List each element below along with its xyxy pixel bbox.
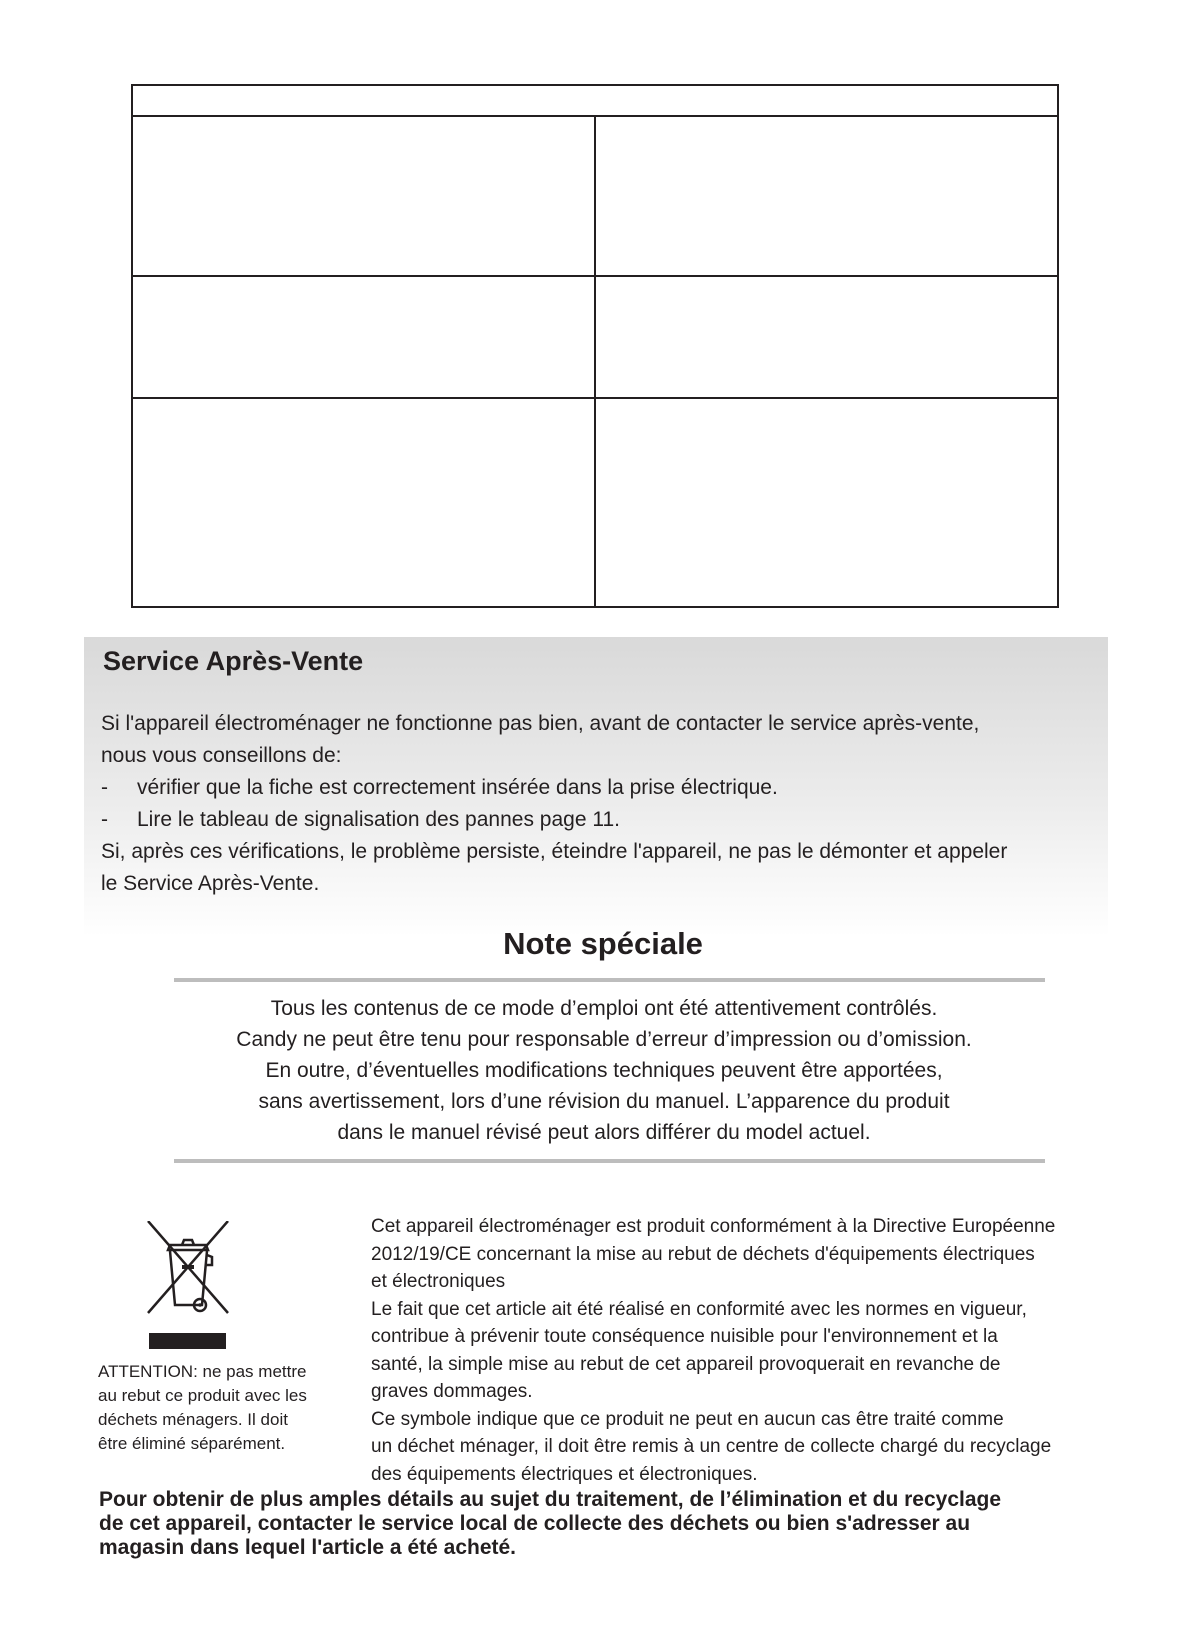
weee-line: un déchet ménager, il doit être remis à un centre de collecte chargé du recyclage xyxy=(371,1436,1052,1457)
table-cell xyxy=(595,398,1058,607)
table-cell xyxy=(132,398,595,607)
dash-bullet: - xyxy=(101,776,108,799)
table-row xyxy=(132,398,1058,607)
weee-line: des équipements électriques et électroniques. xyxy=(371,1463,758,1485)
table-cell xyxy=(595,276,1058,398)
list-item xyxy=(101,772,1111,804)
table-row xyxy=(132,116,1058,276)
recycling-info-line: magasin dans lequel l'article a été acheté. xyxy=(99,1536,517,1559)
table-cell xyxy=(595,116,1058,276)
table-row xyxy=(132,276,1058,398)
service-intro-line: Si l'appareil électroménager ne fonctionne pas bien, avant de contacter le service après-vente, xyxy=(101,712,980,735)
service-body xyxy=(101,708,1111,900)
note-line: sans avertissement, lors d’une révision du manuel. L’apparence du produit xyxy=(258,1090,950,1113)
table-cell xyxy=(132,276,595,398)
weee-line: contribue à prévenir toute conséquence nuisible pour l'environnement et la xyxy=(371,1326,998,1347)
recycling-info-line: Pour obtenir de plus amples détails au sujet du traitement, de l’élimination et du recyclage xyxy=(99,1488,1002,1511)
list-item-text: vérifier que la fiche est correctement insérée dans la prise électrique. xyxy=(137,776,778,799)
weee-line: graves dommages. xyxy=(371,1381,533,1402)
recycling-info-line: de cet appareil, contacter le service local de collecte des déchets ou bien s'adresser au xyxy=(99,1512,971,1535)
troubleshooting-table xyxy=(131,84,1059,608)
weee-description xyxy=(371,1213,1131,1488)
service-outro-line: Si, après ces vérifications, le problème persiste, éteindre l'appareil, ne pas le démonter et appeler xyxy=(101,840,1008,863)
weee-caption xyxy=(98,1360,348,1456)
table-header-cell xyxy=(132,85,1058,116)
weee-line: santé, la simple mise au rebut de cet appareil provoquerait en revanche de xyxy=(371,1353,1001,1375)
recycling-info-paragraph xyxy=(99,1488,1139,1560)
weee-line: Le fait que cet article ait été réalisé en conformité avec les normes en vigueur, xyxy=(371,1298,1027,1320)
service-outro-line: le Service Après-Vente. xyxy=(101,872,320,895)
weee-line: Cet appareil électroménager est produit conformément à la Directive Européenne xyxy=(371,1216,1056,1237)
note-line: Candy ne peut être tenu pour responsable d’erreur d’impression ou d’omission. xyxy=(236,1028,972,1051)
table-cell xyxy=(132,116,595,276)
weee-caption-line: au rebut ce produit avec les xyxy=(98,1386,307,1405)
note-body xyxy=(174,993,1034,1148)
list-item-text: Lire le tableau de signalisation des pannes page 11. xyxy=(137,808,620,831)
note-line: Tous les contenus de ce mode d’emploi ont été attentivement contrôlés. xyxy=(270,997,938,1020)
note-title: Note spéciale xyxy=(503,926,703,961)
weee-caption-line: être éliminé séparément. xyxy=(98,1434,286,1453)
service-intro-line: nous vous conseillons de: xyxy=(101,744,342,767)
note-line: dans le manuel révisé peut alors différer du model actuel. xyxy=(337,1121,871,1144)
note-bottom-divider xyxy=(174,1159,1045,1163)
note-top-divider xyxy=(174,978,1045,982)
weee-caption-line: déchets ménagers. Il doit xyxy=(98,1410,288,1429)
weee-line: et électroniques xyxy=(371,1271,506,1292)
service-title: Service Après-Vente xyxy=(103,646,364,676)
crossed-out-wheelie-bin-icon xyxy=(142,1221,234,1349)
dash-bullet: - xyxy=(101,808,108,831)
weee-line: Ce symbole indique que ce produit ne peut en aucun cas être traité comme xyxy=(371,1408,1004,1430)
weee-caption-line: ATTENTION: ne pas mettre xyxy=(98,1362,307,1381)
list-item xyxy=(101,804,1111,836)
weee-line: 2012/19/CE concernant la mise au rebut de déchets d'équipements électriques xyxy=(371,1243,1035,1265)
note-line: En outre, d’éventuelles modifications techniques peuvent être apportées, xyxy=(265,1059,943,1082)
table-header-row xyxy=(132,85,1058,116)
